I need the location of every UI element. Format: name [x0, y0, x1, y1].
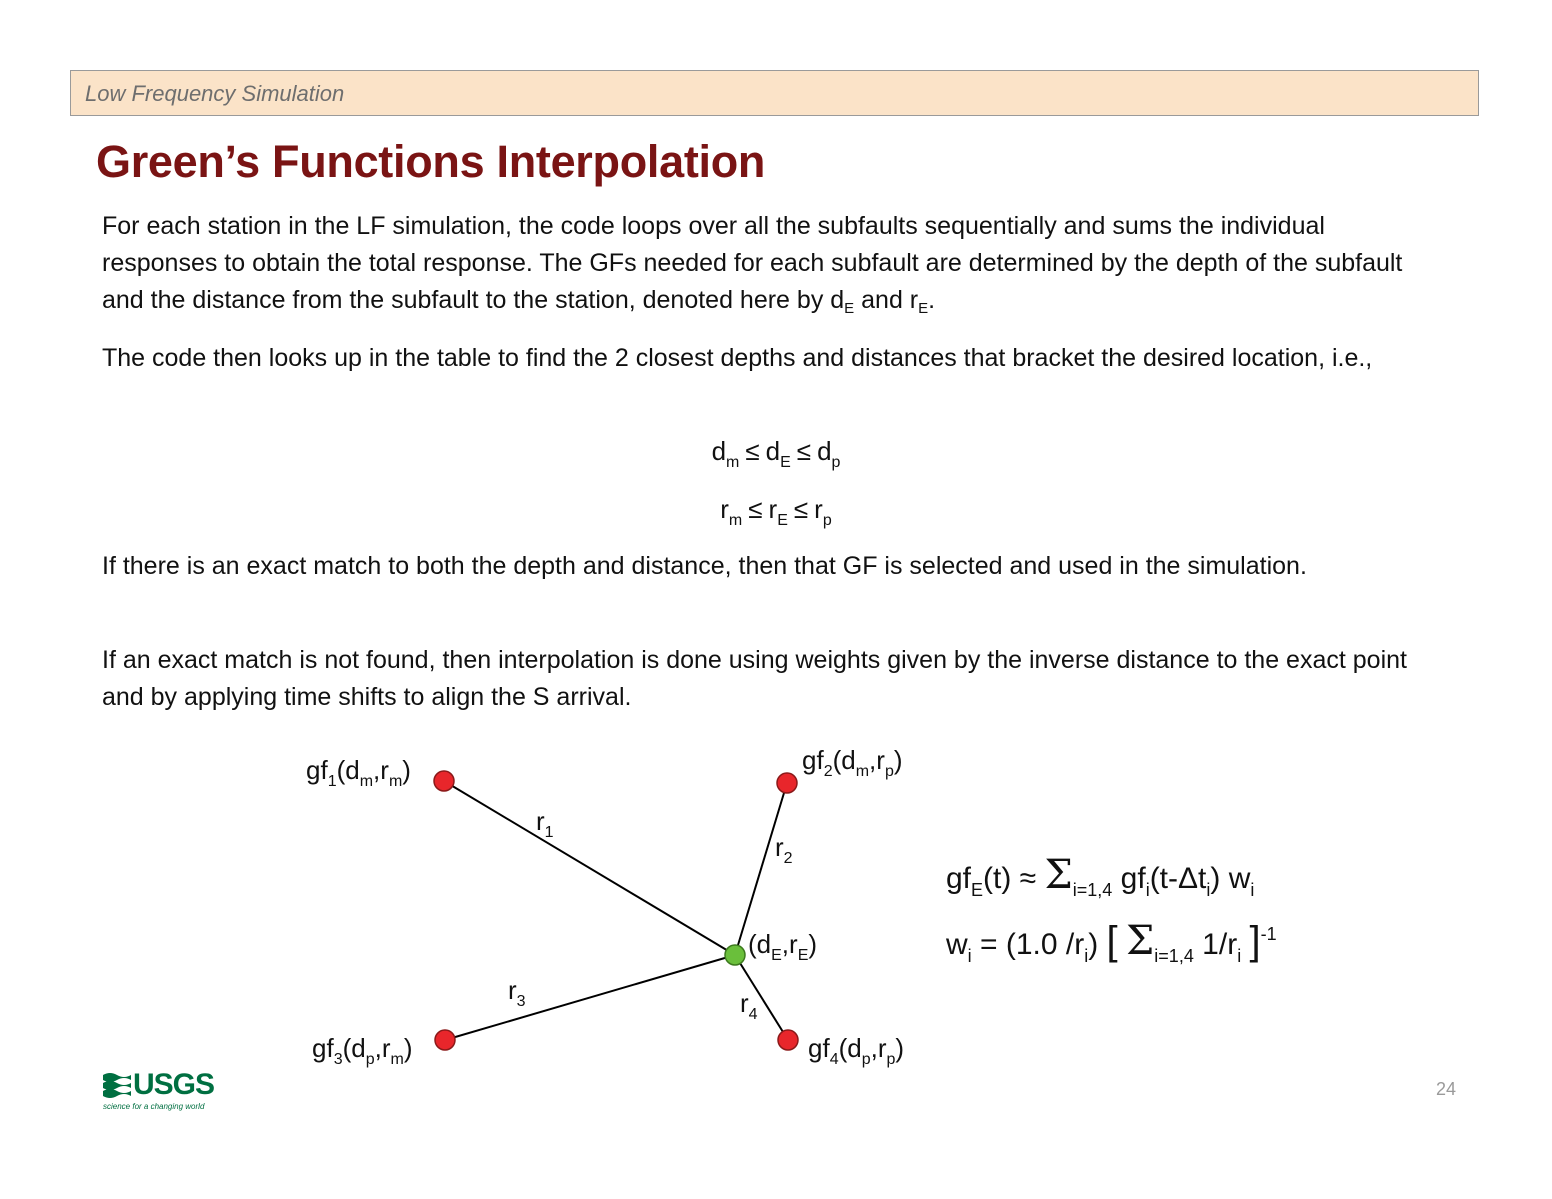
gf-args: ) [895, 1033, 905, 1063]
paragraph-table-lookup: The code then looks up in the table to find the 2 closest depths and distances that bracket the desired location, i.e., [102, 344, 1373, 372]
gf-sub: m [855, 763, 870, 780]
f-exponent: -1 [1260, 924, 1277, 944]
usgs-wave-icon [103, 1071, 131, 1101]
node-gf3 [435, 1030, 455, 1050]
gf-sub: p [886, 1051, 896, 1068]
gf-args: ,r [870, 1033, 887, 1063]
sub-e: E [844, 300, 855, 317]
f-text: gf [946, 862, 972, 895]
var-d: d [830, 286, 845, 314]
le-sign: ≤ [796, 436, 812, 466]
f-sub: i [967, 946, 972, 966]
gf-args: ) [893, 745, 903, 775]
gf-args: ) [402, 755, 411, 785]
f-sub: i [1237, 946, 1242, 966]
center-text: ) [808, 929, 818, 959]
gf-sub: p [365, 1051, 375, 1068]
f-sub: i [1145, 880, 1150, 900]
f-sub: i [1206, 880, 1211, 900]
usgs-wordmark: USGS [133, 1068, 215, 1101]
gf-text: gf [312, 1033, 334, 1063]
f-sub: i [1084, 946, 1089, 966]
gf-sub: p [861, 1051, 871, 1068]
gf-sub: p [884, 763, 894, 780]
sigma-symbol: Σ [1126, 918, 1155, 964]
gf-index: 1 [327, 773, 337, 790]
para1-text: For each station in the LF simulation, the code loops over all the subfaults sequentially and sums the individual responses to obtain the total response. The GFs needed for each subfault are determined by the depth of the subfault and the distance from the subfault to the station, denoted here by [102, 212, 1403, 314]
page-title: Green’s Functions Interpolation [96, 136, 766, 187]
gf-args: ) [403, 1033, 413, 1063]
f-text: (t-Δt [1149, 862, 1207, 895]
gf-args: ,r [374, 1033, 391, 1063]
usgs-tagline: science for a changing world [103, 1102, 205, 1111]
formula-weights [946, 918, 1277, 966]
gf-args: (d [838, 1033, 862, 1063]
edge-line-3 [445, 955, 735, 1040]
page-number: 24 [1436, 1079, 1457, 1099]
gf-index: 4 [829, 1051, 839, 1068]
label-gf4 [808, 1033, 905, 1068]
f-range: i=1,4 [1154, 946, 1194, 966]
sub-e: E [918, 300, 929, 317]
center-sub: E [797, 947, 809, 964]
label-gf1 [306, 755, 411, 790]
center-text: ,r [781, 929, 798, 959]
gf-sub: m [359, 773, 374, 790]
edge-index: 3 [516, 993, 526, 1010]
right-bracket: ] [1249, 919, 1261, 963]
gf-text: gf [306, 755, 328, 785]
node-gf1 [434, 771, 454, 791]
f-text: 1/r [1193, 928, 1238, 961]
label-center [748, 929, 818, 964]
f-text: w [946, 928, 968, 961]
node-gf4 [778, 1030, 798, 1050]
gf-args: ,r [373, 755, 389, 785]
label-gf3 [312, 1033, 413, 1068]
gf-args: ,r [869, 745, 885, 775]
f-text: (t) ≈ [983, 862, 1045, 895]
eq-r: r [768, 494, 778, 524]
center-sub: E [771, 947, 782, 964]
edge-index: 1 [544, 824, 554, 841]
left-bracket: [ [1106, 919, 1118, 963]
eq-sub: p [822, 512, 832, 529]
label-r3 [508, 975, 526, 1010]
gf-args: (d [342, 1033, 366, 1063]
f-range: i=1,4 [1072, 880, 1113, 900]
formula-gf-sum [946, 852, 1255, 900]
edge-r: r [508, 975, 517, 1005]
edge-index: 2 [783, 850, 793, 867]
eq-sub: m [726, 454, 740, 471]
eq-r: r [720, 494, 729, 524]
f-text: gf [1112, 862, 1146, 895]
eq-sub: E [777, 512, 788, 529]
label-r1 [536, 806, 554, 841]
gf-index: 2 [823, 763, 833, 780]
gf-text: gf [808, 1033, 830, 1063]
gf-args: (d [832, 745, 856, 775]
center-text: (d [748, 929, 772, 959]
le-sign: ≤ [745, 436, 760, 466]
usgs-logo [103, 1068, 215, 1111]
le-sign: ≤ [748, 494, 763, 524]
edge-line-1 [444, 781, 735, 955]
var-r: r [909, 286, 919, 314]
label-gf2 [802, 745, 903, 780]
eq-d: d [765, 436, 781, 466]
section-label: Low Frequency Simulation [85, 81, 345, 106]
eq-r: r [814, 494, 823, 524]
label-r4 [740, 988, 758, 1023]
paragraph-interpolation: If an exact match is not found, then interpolation is done using weights given by the inverse distance to the exact point and by applying time shifts to align the S arrival. [102, 646, 1407, 711]
gf-text: gf [802, 745, 824, 775]
le-sign: ≤ [793, 494, 809, 524]
gf-index: 3 [333, 1051, 343, 1068]
eq-sub: p [831, 454, 841, 471]
f-text: = (1.0 /r [971, 928, 1085, 961]
and-text: and [854, 286, 910, 314]
eq-sub: E [780, 454, 791, 471]
eq-d: d [711, 436, 727, 466]
paragraph-exact-match: If there is an exact match to both the depth and distance, then that GF is selected and used in the simulation. [102, 552, 1307, 580]
edge-r: r [775, 832, 784, 862]
period: . [928, 286, 936, 314]
f-text: ) w [1210, 862, 1251, 895]
edge-index: 4 [748, 1006, 758, 1023]
f-sub: E [971, 880, 984, 900]
gf-args: (d [336, 755, 360, 785]
gf-sub: m [390, 1051, 404, 1068]
gf-sub: m [388, 773, 403, 790]
node-center [725, 945, 745, 965]
f-sub: i [1250, 880, 1255, 900]
eq-sub: m [728, 512, 743, 529]
sigma-symbol: Σ [1044, 852, 1073, 898]
label-r2 [775, 832, 793, 867]
eq-d: d [817, 436, 832, 466]
f-text: ) [1088, 928, 1107, 961]
edge-r: r [740, 988, 749, 1018]
node-gf2 [777, 773, 797, 793]
edge-r: r [536, 806, 545, 836]
